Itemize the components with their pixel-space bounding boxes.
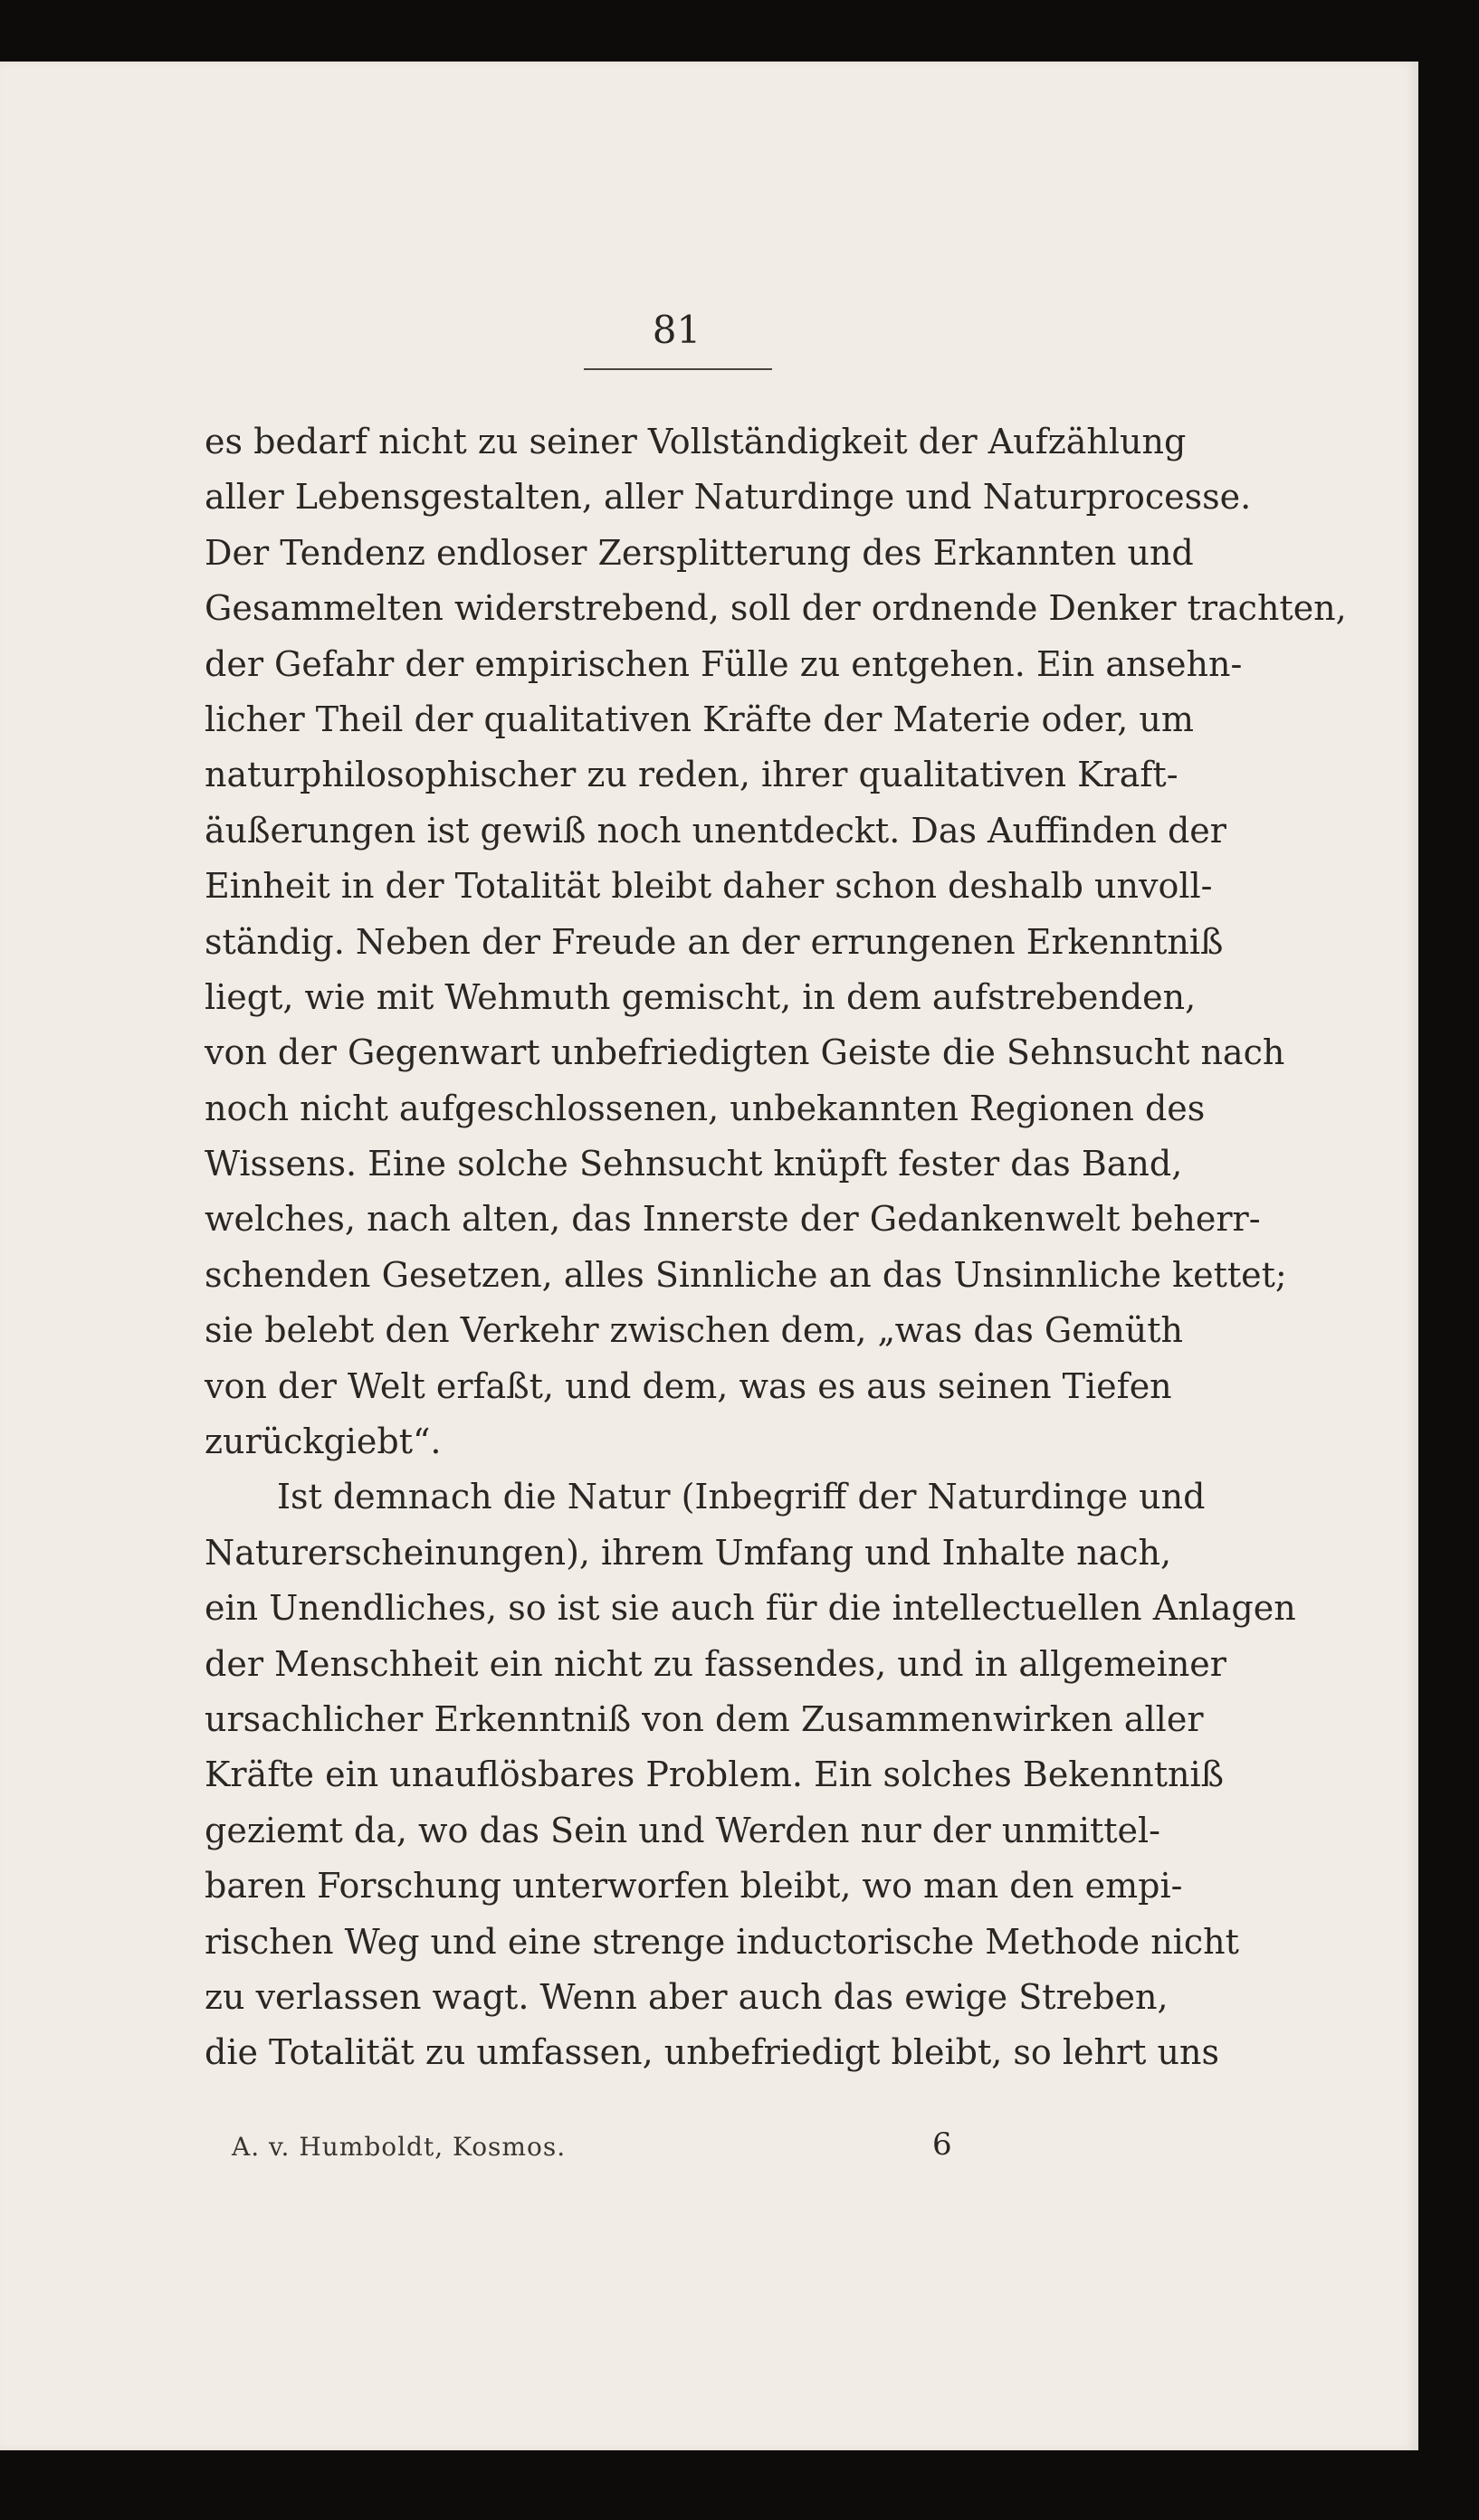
text-line: rischen Weg und eine strenge inductorische Methode nicht: [205, 1921, 1239, 1962]
text-line: geziemt da, wo das Sein und Werden nur der unmittel-: [205, 1810, 1161, 1850]
text-line: zurückgiebt“.: [205, 1422, 442, 1462]
text-line: Gesammelten widerstrebend, soll der ordnende Denker trachten,: [205, 588, 1347, 629]
text-line: Der Tendenz endloser Zersplitterung des Erkannten und: [205, 532, 1194, 573]
text-line: schenden Gesetzen, alles Sinnliche an das Unsinnliche kettet;: [205, 1254, 1287, 1295]
text-line: ein Unendliches, so ist sie auch für die intellectuellen Anlagen: [205, 1588, 1296, 1629]
page-number: 81: [652, 308, 701, 352]
text-line: äußerungen ist gewiß noch unentdeckt. Das Auffinden der: [205, 810, 1226, 851]
text-line: Naturerscheinungen), ihrem Umfang und Inhalte nach,: [205, 1532, 1172, 1573]
header-rule: [584, 368, 772, 370]
text-line: aller Lebensgestalten, aller Naturdinge und Naturprocesse.: [205, 477, 1252, 518]
text-line: noch nicht aufgeschlossenen, unbekannten Regionen des: [205, 1088, 1206, 1128]
text-line: licher Theil der qualitativen Kräfte der Materie oder, um: [205, 699, 1194, 739]
text-line: welches, nach alten, das Innerste der Gedankenwelt beherr-: [205, 1199, 1261, 1240]
footer-author-title: A. v. Humboldt, Kosmos.: [232, 2132, 567, 2162]
text-line: Ist demnach die Natur (Inbegriff der Naturdinge und: [277, 1477, 1206, 1517]
text-line: liegt, wie mit Wehmuth gemischt, in dem aufstrebenden,: [205, 976, 1197, 1017]
text-line: von der Gegenwart unbefriedigten Geiste die Sehnsucht nach: [205, 1032, 1285, 1073]
text-line: es bedarf nicht zu seiner Vollständigkeit der Aufzählung: [205, 422, 1187, 461]
text-line: baren Forschung unterworfen bleibt, wo man den empi-: [205, 1866, 1183, 1907]
text-line: naturphilosophischer zu reden, ihrer qualitativen Kraft-: [205, 755, 1178, 795]
text-line: der Gefahr der empirischen Fülle zu entgehen. Ein ansehn-: [205, 643, 1243, 684]
text-line: ursachlicher Erkenntniß von dem Zusammenwirken aller: [205, 1698, 1204, 1739]
text-line: Einheit in der Totalität bleibt daher schon deshalb unvoll-: [205, 866, 1213, 907]
footer-signature-mark: 6: [932, 2126, 952, 2163]
body-text: [205, 414, 1347, 2081]
text-line: Wissens. Eine solche Sehnsucht knüpft fester das Band,: [205, 1144, 1183, 1184]
text-line: zu verlassen wagt. Wenn aber auch das ewige Streben,: [205, 1976, 1169, 2017]
text-line: sie belebt den Verkehr zwischen dem, „was das Gemüth: [205, 1310, 1183, 1351]
text-line: Kräfte ein unauflösbares Problem. Ein solches Bekenntniß: [205, 1754, 1225, 1795]
book-page: [0, 62, 1418, 2450]
text-line: die Totalität zu umfassen, unbefriedigt bleibt, so lehrt uns: [205, 2032, 1219, 2073]
text-line: ständig. Neben der Freude an der errungenen Erkenntniß: [205, 921, 1224, 962]
text-line: der Menschheit ein nicht zu fassendes, und in allgemeiner: [205, 1643, 1226, 1684]
text-line: von der Welt erfaßt, und dem, was es aus seinen Tiefen: [205, 1365, 1172, 1406]
